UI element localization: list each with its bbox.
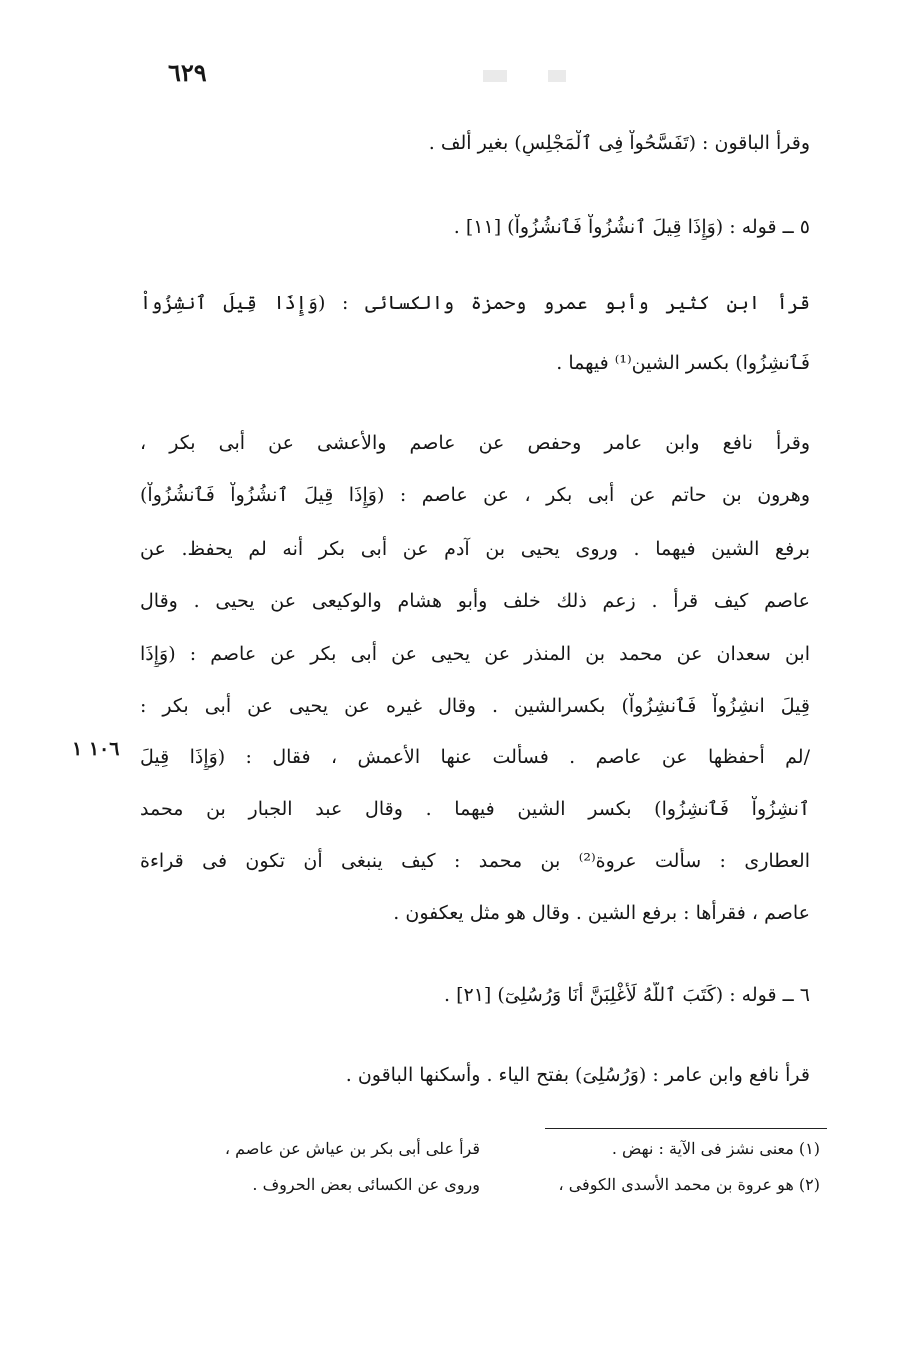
- body-line: قرأ نافع وابن عامر : (وَرُسُلِىَ) بفتح الياء . وأسكنها الباقون .: [345, 1064, 810, 1086]
- page-number: ٦٢٩: [168, 58, 207, 87]
- body-line: وهرون بن حاتم عن أبى بكر ، عن عاصم : (وَإِذَا قِيلَ ٱنشُزُواْ فَٱنشُزُواْ): [140, 484, 810, 506]
- scan-artifact: [548, 70, 566, 82]
- body-line: فَٱنشِزُوا) بكسر الشين⁽¹⁾ فيهما .: [556, 352, 810, 374]
- footnote-1-continued: قرأ على أبى بكر بن عياش عن عاصم ،: [224, 1139, 480, 1158]
- footnote-divider: [545, 1128, 827, 1129]
- body-line: ٱنشِزُواْ فَٱنشِزُوا) بكسر الشين فيهما . وقال عبد الجبار بن محمد: [140, 798, 810, 820]
- body-line: ٥ ــ قوله : (وَإِذَا قِيلَ ٱنشُزُواْ فَٱنشُزُواْ) [١١] .: [453, 216, 810, 238]
- body-line: عاصم ، فقرأها : برفع الشين . وقال هو مثل يعكفون .: [393, 902, 810, 924]
- margin-note: ١٠٦ ١: [72, 738, 120, 760]
- body-line: وقرأ الباقون : (تَفَسَّحُواْ فِى ٱلْمَجْلِسِ) بغير ألف .: [428, 132, 810, 154]
- footnote-1: (١) معنى نشز فى الآية : نهض .: [611, 1139, 820, 1158]
- body-line: قِيلَ انشِزُواْ فَٱنشِزُواْ) بكسرالشين . وقال غيره عن يحيى عن أبى بكر :: [140, 695, 810, 717]
- body-line: ابن سعدان عن محمد بن المنذر عن يحيى عن أبى بكر عن عاصم : (وَإِذَا: [140, 643, 810, 665]
- body-line: عاصم كيف قرأ . زعم ذلك خلف وأبو هشام والوكيعى عن يحيى . وقال: [140, 590, 810, 612]
- body-line: العطارى : سألت عروة⁽²⁾ بن محمد : كيف ينبغى أن تكون فى قراءة: [140, 850, 810, 872]
- body-line: وقرأ نافع وابن عامر وحفص عن عاصم والأعشى عن أبى بكر ،: [140, 432, 810, 454]
- scan-artifact: [483, 70, 507, 82]
- body-line: ٦ ــ قوله : (كَتَبَ ٱللَّهُ لَأَغْلِبَنَّ أَنَا وَرُسُلِىٓ) [٢١] .: [444, 984, 810, 1006]
- body-line: قرأ ابن كثير وأبو عمرو وحمزة والكسائى : (وَإِذَا قِيلَ ٱنشِزُواْ: [140, 292, 810, 314]
- footnote-2: (٢) هو عروة بن محمد الأسدى الكوفى ،: [558, 1175, 820, 1194]
- body-line: برفع الشين فيهما . وروى يحيى بن آدم عن أبى بكر أنه لم يحفظ. عن: [140, 538, 810, 560]
- body-line: /لم أحفظها عن عاصم . فسألت عنها الأعمش ، فقال : (وَإِذَا قِيلَ: [140, 746, 810, 768]
- footnote-2-continued: وروى عن الكسائى بعض الحروف .: [252, 1175, 480, 1194]
